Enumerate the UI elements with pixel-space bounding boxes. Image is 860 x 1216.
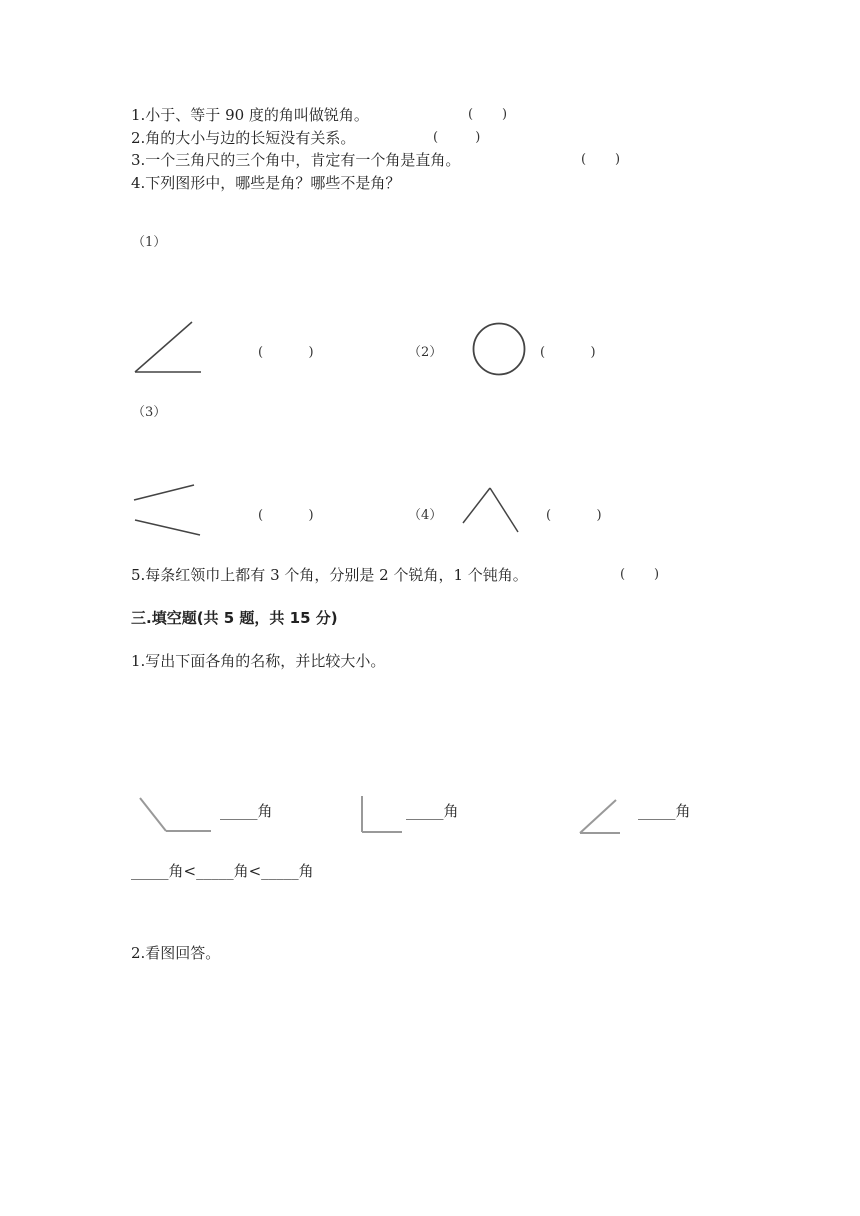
figure-4-ray-right (490, 488, 518, 532)
acute-angle-ray (580, 800, 616, 833)
obtuse-angle-answer[interactable]: _____角 (220, 802, 273, 820)
obtuse-angle-figure (136, 794, 218, 836)
figure-4-answer-blank[interactable]: ( ) (546, 508, 602, 523)
section-heading: 三.填空题(共 5 题，共 15 分) (131, 609, 338, 627)
figure-1-ray-upper (135, 322, 192, 372)
acute-angle-figure (576, 796, 624, 838)
figure-2-circle-outline (474, 324, 525, 375)
figure-1-angle (130, 318, 205, 378)
figure-3-line-lower (135, 520, 200, 535)
question-2-text: 2.角的大小与边的长短没有关系。 (131, 129, 356, 147)
fill-question-1-text: 1.写出下面各角的名称，并比较大小。 (131, 652, 386, 670)
question-1-answer-blank[interactable]: ( ) (468, 107, 508, 122)
figure-4-angle (460, 485, 522, 535)
figure-label-4: （4） (408, 508, 443, 523)
obtuse-angle-ray (140, 798, 166, 831)
question-5-text: 5.每条红领巾上都有 3 个角，分别是 2 个锐角，1 个钝角。 (131, 566, 528, 584)
figure-4-ray-left (463, 488, 490, 523)
figure-3-open-lines (130, 482, 205, 540)
right-angle-answer[interactable]: _____角 (406, 802, 459, 820)
question-5-answer-blank[interactable]: ( ) (620, 567, 660, 582)
question-4-text: 4.下列图形中，哪些是角？哪些不是角？ (131, 174, 401, 192)
figure-label-3: （3） (132, 405, 167, 420)
fill-question-2-text: 2.看图回答。 (131, 944, 221, 962)
acute-angle-answer[interactable]: _____角 (638, 802, 691, 820)
figure-3-line-upper (134, 485, 194, 500)
question-3-answer-blank[interactable]: ( ) (581, 152, 621, 167)
figure-label-2: （2） (408, 345, 443, 360)
angle-comparison-answer[interactable]: _____角<_____角<_____角 (131, 862, 314, 880)
figure-1-answer-blank[interactable]: ( ) (258, 345, 314, 360)
right-angle-figure (358, 792, 406, 836)
figure-2-circle (470, 320, 528, 378)
question-3-text: 3.一个三角尺的三个角中，肯定有一个角是直角。 (131, 151, 461, 169)
figure-2-answer-blank[interactable]: ( ) (540, 345, 596, 360)
question-2-answer-blank[interactable]: ( ) (433, 130, 481, 145)
figure-label-1: （1） (132, 235, 167, 250)
figure-3-answer-blank[interactable]: ( ) (258, 508, 314, 523)
question-1-text: 1.小于、等于 90 度的角叫做锐角。 (131, 106, 369, 124)
